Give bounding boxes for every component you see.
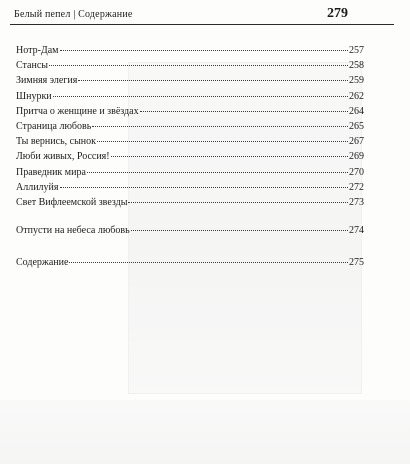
- dot-leader: [92, 126, 348, 127]
- toc-entry: [16, 134, 364, 149]
- toc-entry: [16, 43, 364, 58]
- toc-entry-title: Зимняя элегия: [16, 75, 78, 87]
- dot-leader: [111, 156, 348, 157]
- dot-leader: [60, 50, 349, 51]
- toc-entry-page: 272: [349, 181, 364, 193]
- toc-entry-page: 269: [349, 151, 364, 163]
- dot-leader: [87, 172, 348, 173]
- dot-leader: [128, 202, 348, 203]
- toc-entry-page: 258: [349, 60, 364, 72]
- dot-leader: [53, 96, 348, 97]
- toc-entry: [16, 73, 364, 88]
- toc-entry-title: Праведник мира: [16, 166, 86, 178]
- dot-leader: [131, 230, 348, 231]
- toc-entry: [16, 149, 364, 164]
- toc-entry-title: Люби живых, Россия!: [16, 151, 110, 163]
- toc-entry-title: Отпусти на небеса любовь: [16, 225, 130, 237]
- toc-entry-title: Свет Вифлеемской звезды: [16, 196, 128, 208]
- toc-entry-page: 257: [349, 45, 364, 56]
- toc-entry-page: 262: [349, 90, 364, 102]
- dot-leader: [140, 111, 348, 112]
- toc-entry: [16, 119, 364, 134]
- toc-entry-page: 275: [349, 257, 364, 269]
- toc-entry-title: Притча о женщине и звёздах: [16, 105, 139, 117]
- toc-entry-page: 259: [349, 75, 364, 87]
- toc-entry: [16, 104, 364, 119]
- running-head: Белый пепел | Содержание: [14, 9, 133, 20]
- page-header: [10, 6, 394, 25]
- toc-entry: [16, 223, 364, 238]
- toc-entry-title: Шнурки: [16, 90, 52, 102]
- dot-leader: [69, 262, 348, 263]
- dot-leader: [97, 141, 348, 142]
- toc-entry-page: 270: [349, 166, 364, 178]
- toc-entry-title: Содержание: [16, 257, 69, 269]
- toc-entry: [16, 165, 364, 180]
- dot-leader: [49, 65, 348, 66]
- toc-entry-page: 274: [349, 225, 364, 237]
- toc-entry-title: Аллилуйя: [16, 181, 59, 193]
- toc-entry-page: 264: [349, 105, 364, 117]
- toc-entry-title: Стансы: [16, 60, 48, 72]
- dot-leader: [78, 80, 348, 81]
- table-of-contents: [16, 43, 364, 270]
- dot-leader: [60, 187, 349, 188]
- toc-entry: [16, 58, 364, 73]
- toc-entry: [16, 180, 364, 195]
- reverse-side-show-through-strip: [0, 400, 410, 464]
- toc-entry: [16, 195, 364, 210]
- toc-entry-page: 273: [349, 196, 364, 208]
- toc-entry: [16, 255, 364, 270]
- toc-entry: [16, 89, 364, 104]
- toc-entry-title: Ты вернись, сынок: [16, 136, 96, 148]
- toc-entry-title: Нотр-Дам: [16, 45, 59, 56]
- toc-entry-page: 265: [349, 120, 364, 132]
- page-number: 279: [327, 6, 348, 21]
- toc-entry-title: Страница любовь: [16, 120, 92, 132]
- toc-entry-page: 267: [349, 136, 364, 148]
